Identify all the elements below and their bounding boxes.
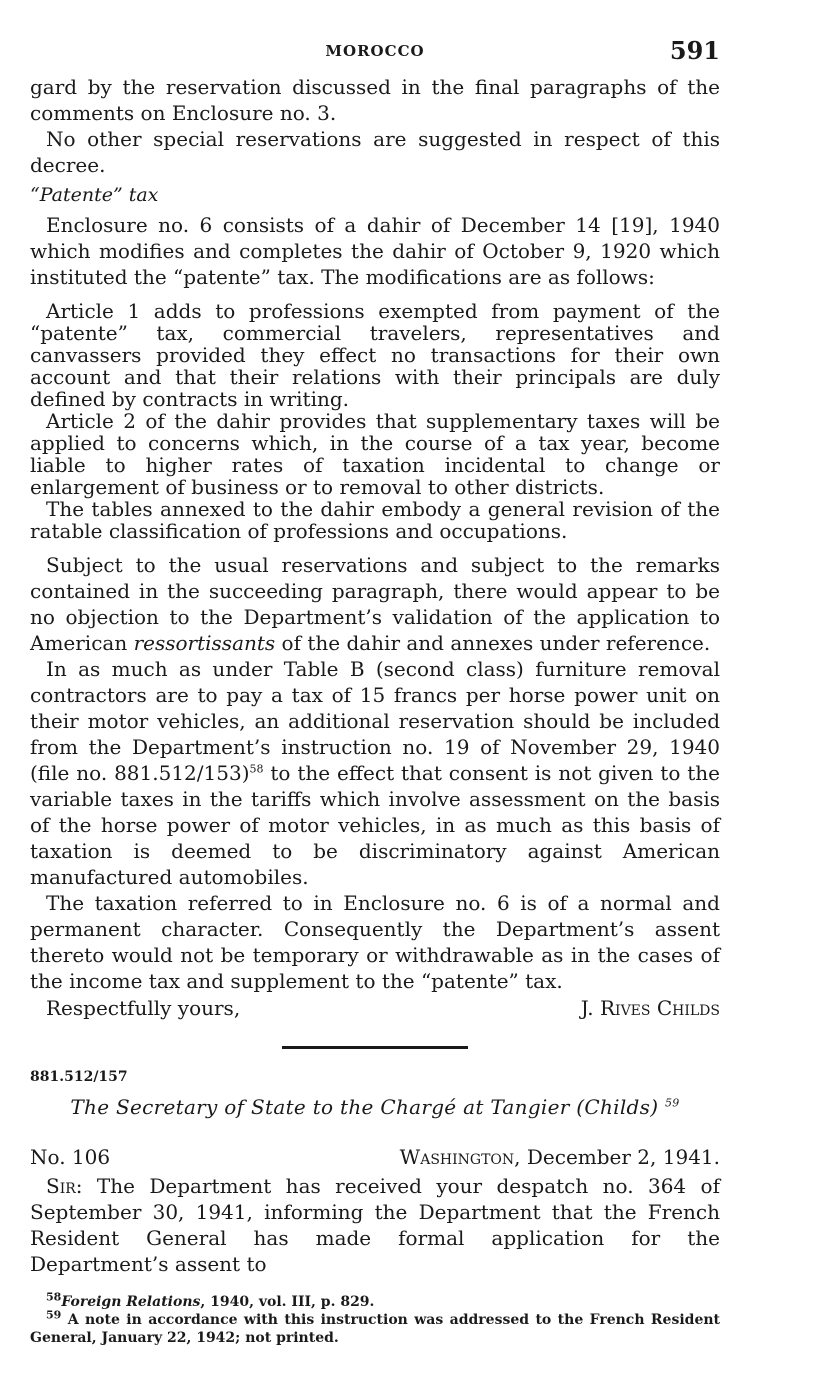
page-header <box>30 30 720 74</box>
footnote-number: 58 <box>46 1290 62 1304</box>
paragraph-reservations <box>30 552 720 656</box>
italic-term: ressortissants <box>133 631 276 655</box>
paragraph-continuation: gard by the reservation discussed in the final paragraphs of the comments on Enclosure no. 3. <box>30 75 720 125</box>
footnote-ref-58: 58 <box>249 762 264 776</box>
section-divider <box>282 1046 468 1049</box>
salutation-sir: Sir <box>46 1174 76 1198</box>
footnotes <box>30 1290 720 1347</box>
dateline <box>30 1143 720 1171</box>
footnote-number: 59 <box>46 1308 62 1322</box>
text-span: In as much as under Table B (second class) furniture removal contractors are to pay a tax of 15 francs per horse power unit on their motor vehicles, an additional reservation should be included from the Department’s instruction no. 19 of November 29, 1940 (file no. 881.512/153) <box>30 657 720 785</box>
page-number: 591 <box>669 36 720 65</box>
text-span: to the effect that consent is not given to the variable taxes in the tariffs which involve assessment on the basis of the horse power of motor vehicles, in as much as this basis of taxation is deemed to be discriminatory against American manufactured automobiles. <box>30 761 720 889</box>
despatch-number: No. 106 <box>30 1145 111 1169</box>
file-number: 881.512/157 <box>30 1069 128 1085</box>
paragraph-sir <box>30 1173 720 1277</box>
running-head: MOROCCO <box>325 42 425 60</box>
document-title <box>30 1095 720 1119</box>
footnote-ref-59: 59 <box>665 1096 680 1110</box>
text-span: Subject to the usual reservations and subject to the remarks contained in the succeeding paragraph, there would appear to be no objection to the Department’s validation of the application to American <box>30 553 720 655</box>
footnote-58 <box>30 1290 720 1311</box>
closing-row <box>30 994 720 1022</box>
paragraph-taxation-character: The taxation referred to in Enclosure no. 6 is of a normal and permanent character. Consequently the Department’s assent thereto would not be temporary or withdrawable as in the cases of the income tax and supplement to the “patente” tax. <box>30 891 720 993</box>
paragraph-table-b <box>30 656 720 890</box>
title-text: The Secretary of State to the Chargé at Tangier (Childs) <box>70 1095 659 1119</box>
modifications-block <box>30 300 720 542</box>
article-1-text: Article 1 adds to professions exempted from payment of the “patente” tax, commercial travelers, representatives and canvassers provided they effect no transactions for their own account and that their relations with their principals are duly defined by contracts in writing. <box>30 299 720 411</box>
paragraph-no-reservations: No other special reservations are suggested in respect of this decree. <box>30 127 720 177</box>
place-date <box>400 1143 720 1171</box>
footnote-text: A note in accordance with this instruction was addressed to the French Resident General, January 22, 1942; not printed. <box>30 1312 720 1346</box>
tables-annexed-text: The tables annexed to the dahir embody a general revision of the ratable classification of professions and occupations. <box>30 497 720 543</box>
document-page <box>30 30 720 1347</box>
article-2-text: Article 2 of the dahir provides that supplementary taxes will be applied to concerns which, in the course of a tax year, become liable to higher rates of taxation incidental to change or enlargement of business or to removal to other districts. <box>30 409 720 499</box>
signature: J. Rives Childs <box>580 996 720 1020</box>
section-subhead: “Patente” tax <box>30 184 159 206</box>
footnote-text: , 1940, vol. III, p. 829. <box>200 1294 375 1310</box>
date: , December 2, 1941. <box>514 1145 720 1169</box>
footnote-italic: Foreign Relations <box>61 1294 201 1310</box>
paragraph-enclosure-6: Enclosure no. 6 consists of a dahir of December 14 [19], 1940 which modifies and completes the dahir of October 9, 1920 which instituted the “patente” tax. The modifications are as follows: <box>30 213 720 289</box>
place: Washington <box>399 1145 515 1169</box>
salutation: Respectfully yours, <box>46 996 241 1020</box>
footnote-59 <box>30 1308 720 1347</box>
text-span: of the dahir and annexes under reference. <box>275 631 711 655</box>
text-span: : The Department has received your despatch no. 364 of September 30, 1941, informing the Department that the French Resident General has made formal application for the Department’s assent to <box>30 1174 720 1276</box>
